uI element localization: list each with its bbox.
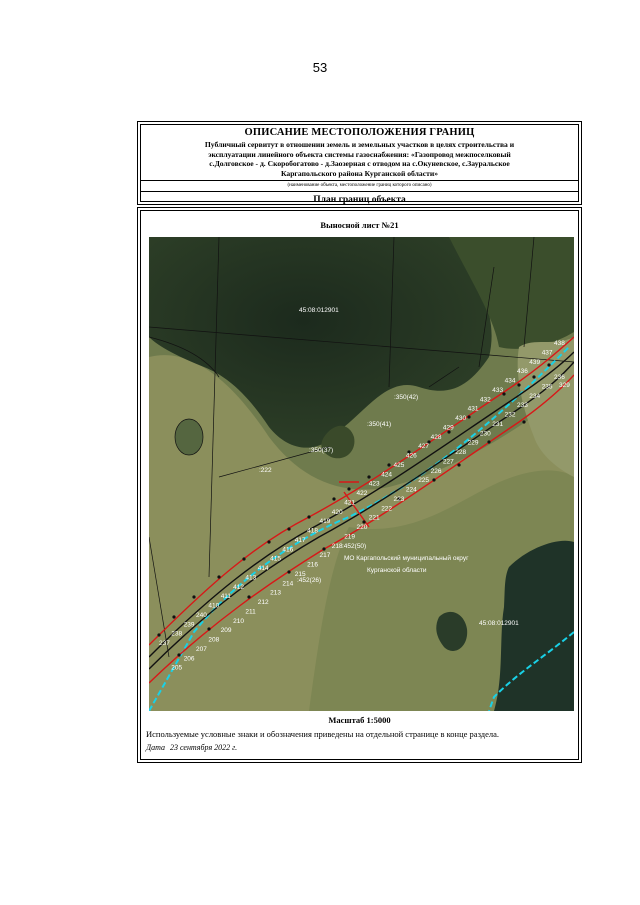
point-label: 437 (541, 349, 553, 357)
date-label: Дата (146, 743, 165, 752)
point-label: 425 (393, 461, 405, 469)
point-label: 223 (393, 495, 405, 503)
parcel-label-north: 45:08:012901 (299, 307, 339, 314)
header-table (137, 121, 582, 205)
parcel-label-south: 45:08:012901 (479, 620, 519, 627)
point-label: 235 (541, 383, 553, 391)
point-label: 233 (517, 402, 528, 410)
point-label: 225 (418, 477, 430, 485)
sheet-frame (137, 207, 582, 763)
parcel-label-350-42: :350(42) (394, 394, 419, 401)
point-label: 208 (208, 636, 220, 644)
point-label: 209 (220, 627, 232, 635)
point-label: 216 (307, 561, 318, 569)
point-label: 232 (504, 411, 516, 419)
header-inner-frame (140, 124, 579, 205)
point-label: 217 (319, 552, 331, 560)
point-label: 214 (282, 580, 294, 588)
point-label: 215 (294, 570, 306, 578)
point-label: 434 (504, 377, 516, 385)
point-label: 423 (368, 480, 380, 488)
legend-note: Используемые условные знаки и обозначения приведены на отдельной странице в конце раздела. (146, 729, 500, 739)
parcel-label-452-50: :452(50) (342, 543, 367, 550)
parcel-label-329: 329 (559, 382, 570, 389)
point-label: 413 (245, 574, 257, 582)
date-line (146, 743, 237, 752)
point-label: 226 (430, 467, 442, 475)
point-label: 410 (208, 602, 220, 610)
point-label: 414 (257, 565, 269, 572)
point-label: 206 (183, 655, 195, 663)
point-label: 224 (405, 486, 417, 494)
parcel-label-350-37: :350(37) (309, 447, 334, 454)
point-label: 426 (405, 452, 417, 460)
header-description-line-2: эксплуатации линейного объекта системы газоснабжения: «Газопровод межпоселковый (208, 149, 511, 159)
header-note: (наименование объекта, местоположение границ которого описано) (287, 183, 432, 188)
page-number: 53 (312, 60, 328, 75)
point-label: 431 (467, 405, 479, 413)
point-label: 427 (418, 443, 430, 451)
point-label: 415 (270, 555, 281, 563)
point-label: 219 (344, 533, 356, 541)
point-label: 210 (233, 617, 244, 625)
point-label: 240 (196, 611, 207, 619)
satellite-map[interactable] (149, 237, 574, 711)
point-label: 430 (455, 415, 467, 422)
map-svg (149, 237, 574, 711)
point-label: 236 (554, 374, 565, 381)
point-label: 239 (183, 621, 195, 629)
parcel-label-222: :222 (259, 467, 272, 474)
point-label: 417 (294, 536, 306, 544)
point-label: 228 (455, 449, 467, 456)
map-scale: Масштаб 1:5000 (328, 715, 391, 725)
point-label: 231 (492, 420, 504, 428)
header-description-line-4: Каргапольского района Курганской области» (281, 168, 438, 178)
header-plan-title: План границ объекта (313, 195, 406, 205)
header-note-row (141, 180, 578, 192)
point-label: 429 (442, 424, 454, 432)
sheet-inner-frame (140, 210, 579, 760)
point-label: 218 (331, 542, 343, 550)
point-label: 227 (442, 458, 454, 466)
point-label: 237 (159, 640, 170, 647)
point-label: 230 (479, 430, 491, 438)
sheet-title: Выносной лист №21 (320, 220, 399, 230)
point-label: 438 (554, 340, 565, 347)
point-label: 222 (381, 505, 393, 513)
point-label: 207 (196, 645, 207, 653)
point-label: 436 (517, 368, 528, 376)
date-value: 23 сентября 2022 г. (169, 743, 238, 752)
point-label: 213 (270, 589, 281, 597)
point-label: 229 (467, 439, 479, 447)
point-label: 211 (245, 608, 256, 616)
territory-label-2: Курганской области (367, 567, 427, 574)
parcel-label-350-41: :350(41) (367, 421, 392, 428)
point-label: 428 (430, 433, 442, 441)
pond-outline (175, 419, 203, 455)
header-description-line-1: Публичный сервитут в отношении земель и земельных участков в целях строительства и (204, 140, 515, 149)
header-description (147, 140, 572, 178)
point-label: 420 (331, 508, 343, 516)
point-label: 432 (479, 396, 491, 404)
point-label: 421 (344, 499, 356, 507)
point-label: 424 (381, 471, 393, 479)
point-label: 433 (492, 386, 504, 394)
point-label: 439 (529, 358, 541, 366)
territory-label-1: МО Каргапольский муниципальный округ (344, 555, 469, 562)
point-label: 212 (257, 599, 269, 606)
point-label: 411 (220, 593, 232, 601)
header-title: ОПИСАНИЕ МЕСТОПОЛОЖЕНИЯ ГРАНИЦ (244, 127, 475, 138)
point-label: 205 (171, 664, 183, 672)
point-label: 221 (368, 514, 380, 522)
header-description-line-3: с.Долговское - д. Скоробогатово - д.Заозерная с отводом на с.Окуневское, с.Зауральское (209, 159, 510, 169)
point-label: 418 (307, 527, 318, 535)
point-label: 412 (233, 583, 244, 591)
point-label: 419 (319, 518, 331, 526)
point-label: 238 (171, 630, 183, 638)
parcel-label-452-26: :452(26) (297, 577, 322, 584)
point-label: 234 (529, 392, 541, 400)
point-label: 220 (356, 524, 368, 531)
point-label: 422 (356, 490, 368, 497)
point-label: 416 (282, 546, 294, 554)
